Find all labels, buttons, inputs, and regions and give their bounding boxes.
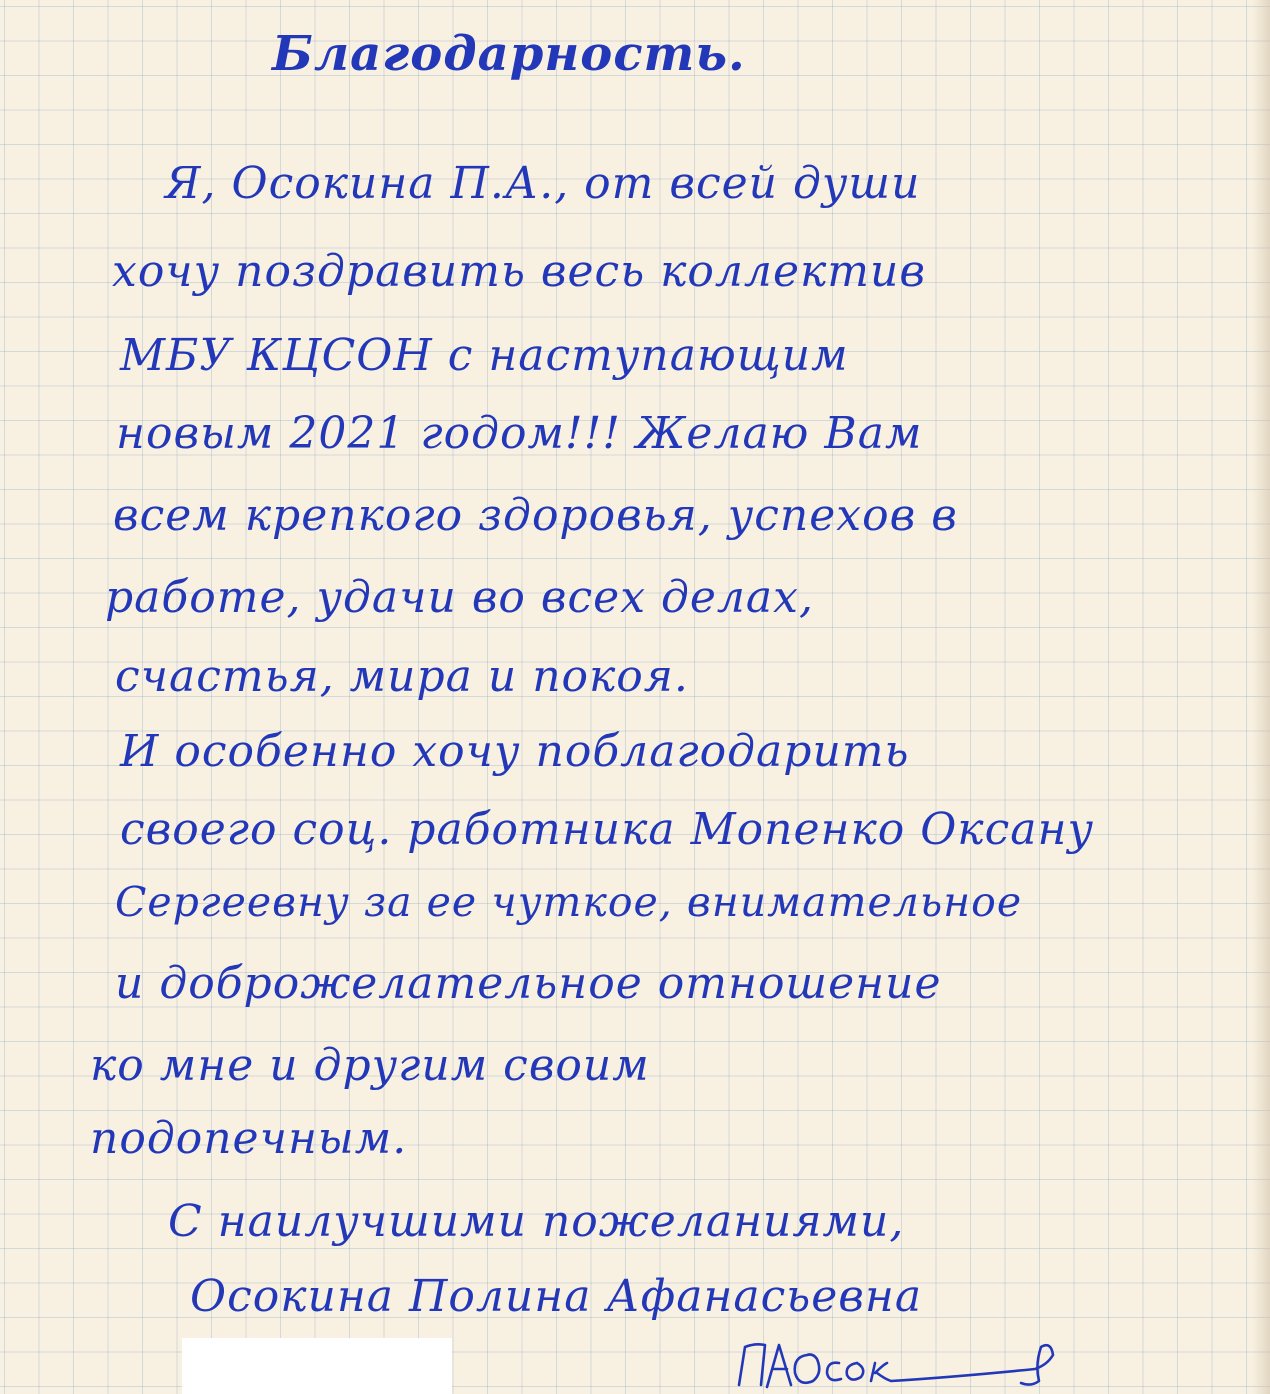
author-name: Осокина Полина Афанасьевна [190,1271,923,1322]
letter-line-5: всем крепкого здоровья, успехов в [113,490,958,541]
letter-line-4: новым 2021 годом!!! Желаю Вам [116,408,923,459]
letter-line-11: и доброжелательное отношение [115,958,942,1009]
letter-line-6: работе, удачи во всех делах, [105,572,814,623]
letter-line-2: хочу поздравить весь коллектив [112,246,926,297]
handwritten-signature [735,1325,1065,1391]
letter-line-13: подопечным. [90,1113,408,1164]
page-edge-shadow [1252,0,1270,1394]
letter-line-12: ко мне и другим своим [90,1040,650,1091]
redacted-area [182,1338,452,1394]
letter-line-9: своего соц. работника Мопенко Оксану [120,804,1094,855]
letter-line-10: Сергеевну за ее чуткое, внимательное [115,878,1023,926]
letter-line-1: Я, Осокина П.А., от всей души [165,158,921,209]
letter-line-3: МБУ КЦСОН с наступающим [120,330,849,381]
closing-line: С наилучшими пожеланиями, [168,1196,905,1247]
letter-title: Благодарность. [272,26,746,82]
letter-line-8: И особенно хочу поблагодарить [120,726,910,777]
letter-line-7: счастья, мира и покоя. [115,651,689,702]
